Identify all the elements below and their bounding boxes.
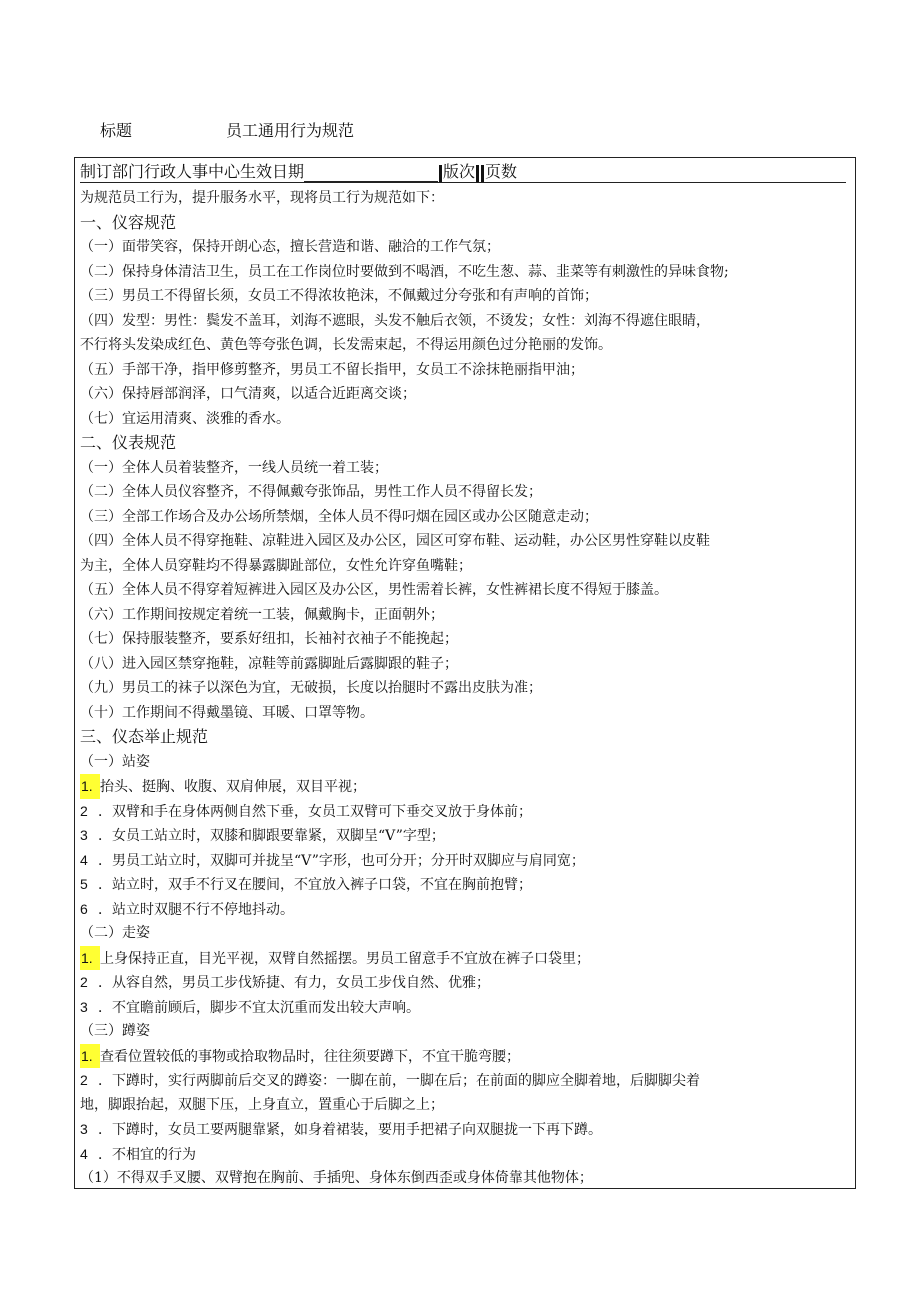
line-text: （五）手部干净，指甲修剪整齐，男员工不留长指甲，女员工不涂抹艳丽指甲油； (80, 361, 584, 378)
text-line (80, 1117, 852, 1142)
line-text: （七）保持服装整齐，要系好纽扣，长袖衬衣袖子不能挽起； (80, 631, 458, 647)
text-line (80, 186, 852, 211)
body-text (80, 186, 852, 1191)
line-text: ．下蹲时，女员工要两腿靠紧，如身着裙装，要用手把裙子向双腿拢一下再下蹲。 (98, 1122, 602, 1138)
line-text: 不行将头发染成红色、黄色等夸张色调，长发需束起，不得运用颜色过分艳丽的发饰。 (80, 337, 612, 353)
line-text: 为主，全体人员穿鞋均不得暴露脚趾部位，女性允许穿鱼嘴鞋； (80, 557, 472, 574)
text-line (80, 1142, 852, 1167)
item-number: 6 (80, 900, 88, 917)
line-text: （一）站姿 (80, 753, 150, 770)
line-text: 上身保持正直，目光平视，双臂自然摇摆。男员工留意手不宜放在裤子口袋里； (100, 950, 590, 967)
divider-bar (476, 165, 479, 182)
text-line (80, 480, 852, 505)
line-text: ．不宜瞻前顾后，脚步不宜太沉重而发出较大声响。 (98, 999, 420, 1016)
item-number: 1. (80, 774, 100, 799)
item-number: 5 (80, 876, 88, 892)
text-line (80, 529, 852, 554)
item-number: 2 (80, 802, 88, 819)
line-text: （四）发型：男性：鬓发不盖耳，刘海不遮眼，头发不触后衣领，不烫发；女性：刘海不得遮住眼睛， (80, 312, 710, 329)
text-line (80, 676, 852, 701)
line-text: （二）走姿 (80, 925, 150, 941)
item-number: 3 (80, 827, 88, 843)
line-text: （三）男员工不得留长须，女员工不得浓妆艳沫，不佩戴过分夸张和有声响的首饰； (80, 288, 598, 304)
line-text: 抬头、挺胸、收腹、双肩伸展，双目平视； (100, 779, 366, 795)
text-line (80, 872, 852, 897)
date-blank (304, 180, 438, 182)
line-text: ．男员工站立时，双脚可并拢呈“V”字形，也可分开；分开时双脚应与肩同宽； (98, 852, 585, 869)
line-text: （一）面带笑容，保持开朗心态，擅长营造和谐、融洽的工作气氛； (80, 239, 500, 255)
line-text: （七）宜运用清爽、淡雅的香水。 (80, 410, 290, 427)
text-line (80, 848, 852, 873)
line-text: （八）进入园区禁穿拖鞋，凉鞋等前露脚趾后露脚跟的鞋子； (80, 655, 458, 672)
version-field: 版次 (443, 162, 476, 181)
line-text: （一）全体人员着装整齐，一线人员统一着工装； (80, 459, 388, 476)
item-number: 3 (80, 998, 88, 1015)
line-text: （四）全体人员不得穿拖鞋、凉鞋进入园区及办公区，园区可穿布鞋、运动鞋，办公区男性穿鞋以皮鞋 (80, 533, 710, 549)
text-line (80, 1166, 852, 1191)
line-text: （六）工作期间按规定着统一工装，佩戴胸卡，正面朝外； (80, 606, 444, 623)
line-text: 二、仪表规范 (80, 433, 177, 452)
line-text: （五）全体人员不得穿着短裤进入园区及办公区，男性需着长裤，女性裤裙长度不得短于膝盖。 (80, 582, 668, 598)
line-text: ．站立时双腿不行不停地抖动。 (98, 901, 294, 918)
text-line (80, 897, 852, 922)
line-text: （十）工作期间不得戴墨镜、耳暖、口罩等物。 (80, 704, 374, 721)
line-text: ．不相宜的行为 (98, 1146, 196, 1163)
line-text: （三）蹲姿 (80, 1023, 150, 1039)
line-text: （三）全部工作场合及办公场所禁烟，全体人员不得叼烟在园区或办公区随意走动； (80, 508, 598, 525)
line-text: （六）保持唇部润泽，口气清爽，以适合近距离交谈； (80, 386, 416, 402)
item-number: 4 (80, 851, 88, 868)
item-number: 2 (80, 1072, 88, 1088)
item-number: 4 (80, 1145, 88, 1162)
text-line (80, 750, 852, 775)
pages-field: 页数 (485, 162, 518, 181)
text-line (80, 1068, 852, 1093)
item-number: 1. (80, 1044, 100, 1069)
line-text: 地，脚跟抬起，双腿下压，上身直立，置重心于后脚之上； (80, 1096, 444, 1113)
header-row (80, 160, 846, 183)
text-line (80, 260, 852, 285)
title-label: 标题 (100, 121, 133, 140)
divider-bar (481, 165, 484, 182)
line-text: （二）保持身体清洁卫生，员工在工作岗位时要做到不喝酒，不吃生葱、蒜、韭菜等有刺激性的异味食物; (80, 263, 729, 280)
text-line (80, 652, 852, 677)
item-number: 2 (80, 974, 88, 990)
item-number: 1. (80, 946, 100, 971)
text-line (80, 235, 852, 260)
text-line (80, 333, 852, 358)
divider-bar (439, 165, 442, 182)
text-line (80, 1019, 852, 1044)
text-line (80, 554, 852, 579)
line-text: 一、仪容规范 (80, 212, 177, 232)
text-line (80, 1044, 852, 1069)
line-text: 查看位置较低的事物或拾取物品时，往往须要蹲下，不宜干脆弯腰； (100, 1048, 520, 1065)
text-line (80, 382, 852, 407)
line-text: （九）男员工的袜子以深色为宜，无破损，长度以抬腿时不露出皮肤为准； (80, 680, 542, 696)
line-text: （1）不得双手叉腰、双臂抱在胸前、手插兜、身体东倒西歪或身体倚靠其他物体； (80, 1170, 593, 1186)
text-line (80, 627, 852, 652)
text-line (80, 995, 852, 1020)
line-text: ．站立时，双手不行叉在腰间，不宜放入裤子口袋，不宜在胸前抱臂； (98, 877, 532, 893)
text-line (80, 921, 852, 946)
text-line (80, 946, 852, 971)
line-text: （二）全体人员仪容整齐，不得佩戴夸张饰品，男性工作人员不得留长发； (80, 484, 542, 500)
document-title (100, 118, 354, 141)
item-number: 3 (80, 1121, 88, 1137)
section-heading (80, 725, 852, 750)
text-line (80, 284, 852, 309)
text-line (80, 309, 852, 334)
text-line (80, 1093, 852, 1118)
text-line (80, 823, 852, 848)
section-heading (80, 431, 852, 456)
text-line (80, 603, 852, 628)
section-heading (80, 211, 852, 236)
text-line (80, 799, 852, 824)
text-line (80, 505, 852, 530)
title-value: 员工通用行为规范 (226, 121, 355, 140)
line-text: 为规范员工行为，提升服务水平，现将员工行为规范如下： (80, 190, 444, 206)
text-line (80, 358, 852, 383)
line-text: ．女员工站立时，双膝和脚跟要靠紧，双脚呈“V”字型； (98, 828, 445, 844)
line-text: 三、仪态举止规范 (80, 727, 209, 746)
text-line (80, 970, 852, 995)
line-text: ．下蹲时，实行两脚前后交叉的蹲姿：一脚在前，一脚在后；在前面的脚应全脚着地，后脚脚尖着 (98, 1073, 700, 1089)
line-text: ．从容自然，男员工步伐矫捷、有力，女员工步伐自然、优雅； (98, 975, 490, 991)
text-line (80, 701, 852, 726)
line-text: ．双臂和手在身体两侧自然下垂，女员工双臂可下垂交叉放于身体前； (98, 803, 532, 820)
text-line (80, 578, 852, 603)
text-line (80, 407, 852, 432)
text-line (80, 774, 852, 799)
dept-field: 制订部门行政人事中心生效日期 (80, 162, 305, 181)
text-line (80, 456, 852, 481)
